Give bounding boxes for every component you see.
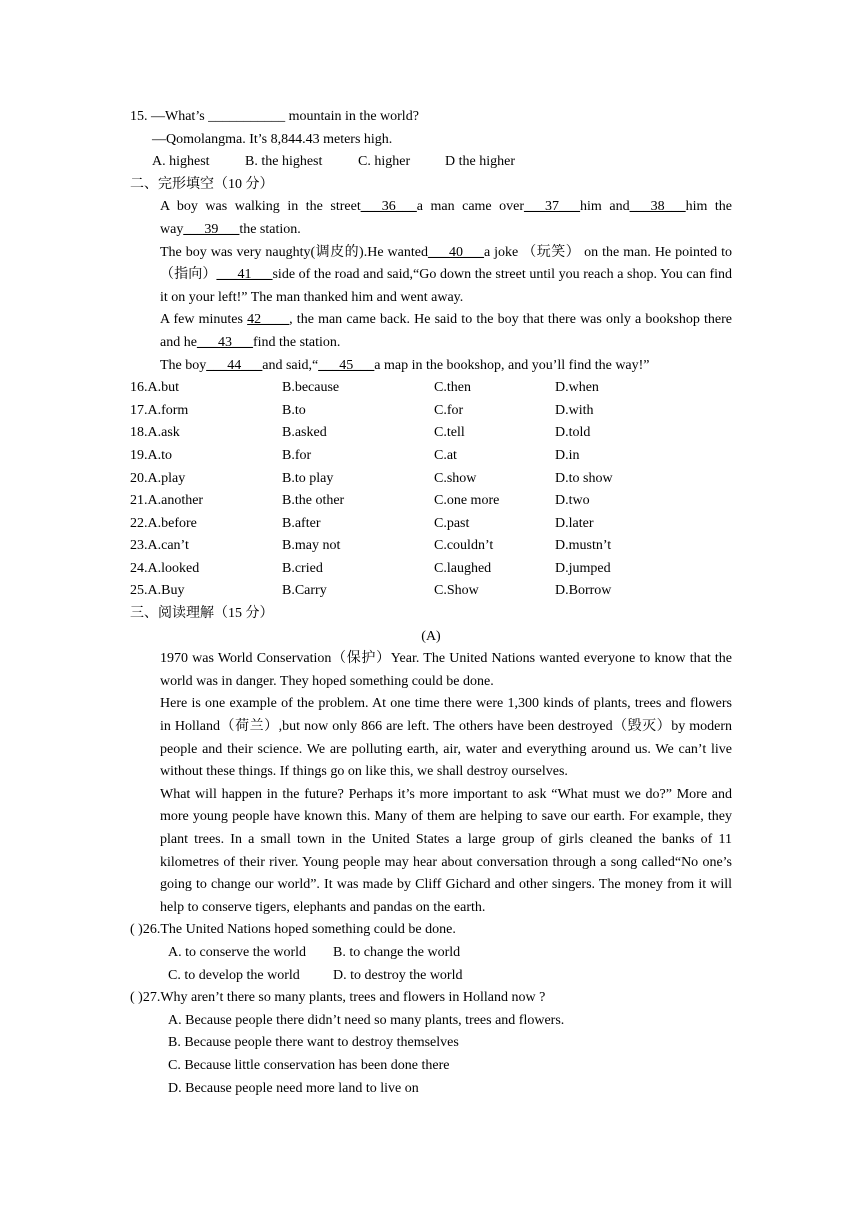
q15-stem: 15. —What’s ___________ mountain in the world? [130,109,419,124]
choice-row [130,422,732,445]
choice-option: B.may not [282,538,341,554]
option: C. Because little conservation has been done there [168,1057,450,1073]
option: C. higher [358,154,411,170]
blank-43: ___43___ [196,334,253,350]
option: B. to change the world [333,944,461,960]
choice-row [130,490,732,513]
option: A. Because people there didn’t need so many plants, trees and flowers. [168,1012,565,1028]
section3-heading: 三、阅读理解（15 分） [130,606,274,622]
option: B. Because people there want to destroy themselves [168,1035,459,1051]
choice-row [130,468,732,491]
blank-39: ___39___ [183,221,240,237]
cloze-paragraph-4: The boy___44___and said,“___45___a map in the bookshop, and you’ll find the way!” [160,357,650,373]
question-26: ( )26.The United Nations hoped something could be done. [130,922,456,938]
choice-option: D.jumped [555,560,611,576]
choice-option: 23.A.can’t [130,538,189,554]
blank-37: ___37___ [524,199,581,215]
choice-row [130,580,732,603]
option: D. to destroy the world [333,967,463,983]
choice-option: 24.A.looked [130,560,200,576]
choice-row [130,535,732,558]
choice-option: 21.A.another [130,493,204,509]
choice-option: 19.A.to [130,447,172,463]
blank-41: ___41___ [216,267,273,283]
q15-blank: ___________ [208,109,286,124]
choice-option: C.Show [434,583,479,599]
choice-option: B.to [282,402,306,418]
option: B. the highest [245,154,323,170]
blank-38: ___38___ [629,199,686,215]
option: A. to conserve the world [168,944,307,960]
question-27: ( )27.Why aren’t there so many plants, trees and flowers in Holland now ? [130,990,546,1006]
choice-row [130,400,732,423]
blank-44: ___44___ [206,357,263,373]
choice-option: D.mustn’t [555,538,612,554]
blank-36: ___36___ [360,199,417,215]
choice-option: B.after [282,515,321,531]
choice-option: C.at [434,447,457,463]
choice-option: B.for [282,447,312,463]
choice-option: D.later [555,515,594,531]
cloze-paragraph-3: A few minutes 42____, the man came back. He said to the boy that there was only a bookshop there and he___43___find the station. [160,312,733,350]
choice-option: 25.A.Buy [130,583,185,599]
choice-option: C.show [434,470,477,486]
choice-option: 16.A.but [130,380,179,396]
choice-option: D.in [555,447,580,463]
option: C. to develop the world [168,967,300,983]
q26-options-row-1 [130,942,732,965]
reading-paragraph-3: What will happen in the future? Perhaps it’s more important to ask “What must we do?” More and more young people have known this. Many of them are helping to save our earth. For example, they plant trees. In a small town in the United States a large group of girls cleaned the banks of 11 kilometres of their river. Young people may hear about conversation through a song called“No one’s going to change our world”. It was made by Cliff Gichard and other singers. The money from it will help to conserve tigers, elephants and pandas on the earth. [160,786,732,915]
choice-option: B.because [282,380,340,396]
cloze-paragraph-2: The boy was very naughty(调皮的).He wanted___40___a joke （玩笑） on the man. He pointed to（指向）___41___side of the road and said,“Go down the street until you reach a shop. You can find it on your left!” The man thanked him and went away. [160,244,733,305]
choice-option: D.with [555,402,594,418]
choice-option: C.for [434,402,464,418]
option: D the higher [445,154,515,170]
cloze-paragraph-1: A boy was walking in the street___36___a man came over___37___him and___38___him the way___39___the station. [160,199,732,237]
choice-option: D.when [555,380,599,396]
choice-option: D.Borrow [555,583,612,599]
q26-options-row-2 [130,965,732,988]
option: D. Because people need more land to live on [168,1080,419,1096]
choice-row [130,445,732,468]
choice-row [130,513,732,536]
choice-option: C.tell [434,425,465,441]
choice-option: C.then [434,380,471,396]
choice-option: 17.A.form [130,402,189,418]
passage-label: (A) [421,628,441,644]
choice-option: D.to show [555,470,613,486]
q15-options [130,151,732,174]
choice-option: C.past [434,515,470,531]
choice-row [130,377,732,400]
reading-paragraph-1: 1970 was World Conservation（保护）Year. The United Nations wanted everyone to know that the world was in danger. They hoped something could be done. [160,651,732,689]
choice-option: C.laughed [434,560,492,576]
section2-heading: 二、完形填空（10 分） [130,176,274,192]
blank-42: 42____ [247,312,290,328]
choice-option: 20.A.play [130,470,186,486]
cloze-choices-table [130,377,732,603]
q15-answer: —Qomolangma. It’s 8,844.43 meters high. [152,131,393,147]
choice-option: C.couldn’t [434,538,494,554]
choice-option: B.asked [282,425,327,441]
choice-row [130,558,732,581]
choice-option: D.two [555,493,590,509]
blank-45: ___45___ [318,357,375,373]
reading-paragraph-2: Here is one example of the problem. At one time there were 1,300 kinds of plants, trees and flowers in Holland（荷兰）,but now only 866 are left. The others have been destroyed（毁灭）by modern people and their science. We are polluting earth, air, water and everything around us. We can’t live without these things. If things go on like this, we shall destroy ourselves. [160,696,732,780]
choice-option: B.cried [282,560,323,576]
choice-option: B.Carry [282,583,327,599]
choice-option: 18.A.ask [130,425,180,441]
choice-option: B.the other [282,493,345,509]
exam-page [130,106,732,1100]
choice-option: 22.A.before [130,515,197,531]
option: A. highest [152,154,210,170]
blank-40: ___40___ [427,244,484,260]
choice-option: D.told [555,425,591,441]
choice-option: B.to play [282,470,334,486]
choice-option: C.one more [434,493,500,509]
